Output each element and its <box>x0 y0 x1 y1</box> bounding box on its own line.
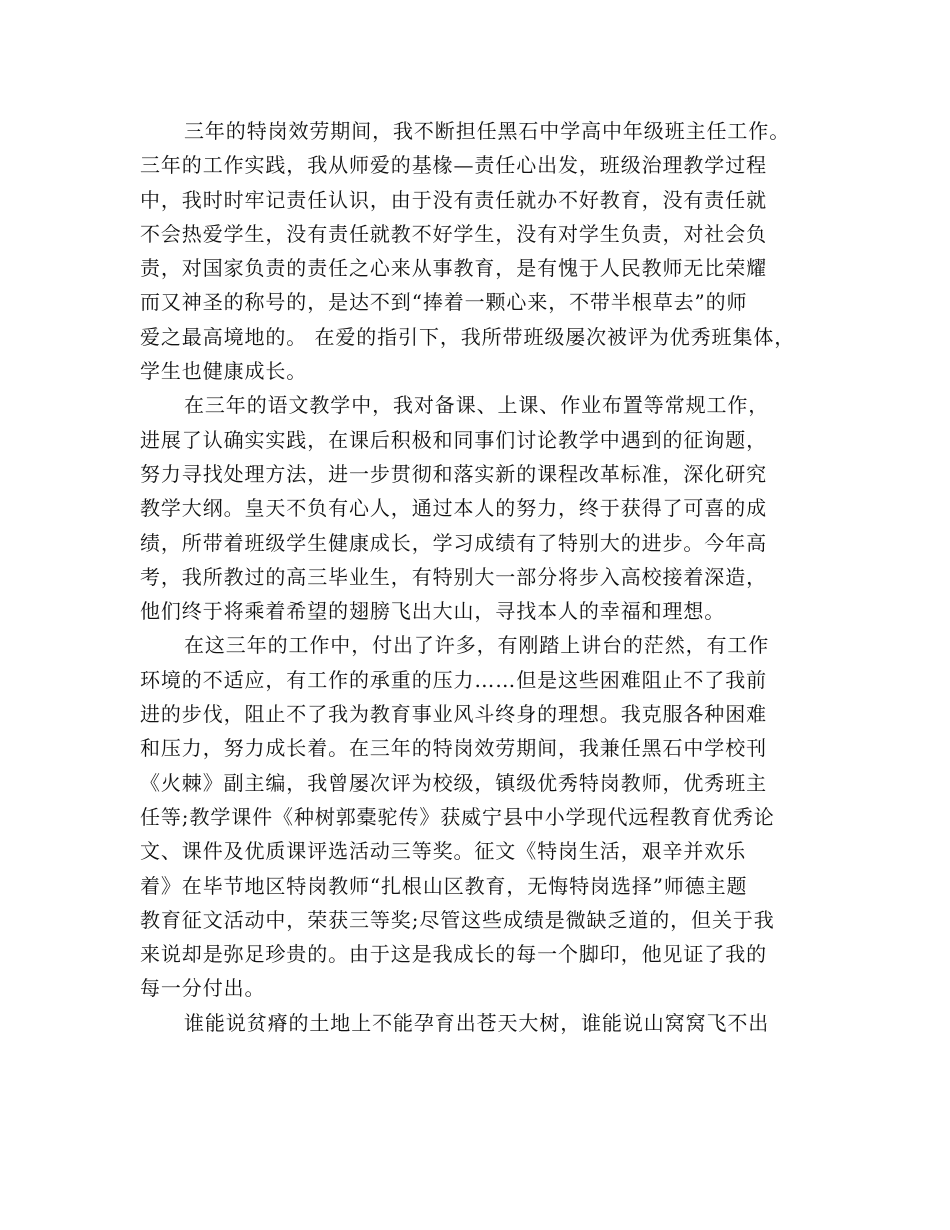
text-line: 每一分付出。 <box>140 976 266 1001</box>
text-line: 在这三年的工作中，付出了许多，有刚踏上讲台的茫然，有工作 <box>184 633 770 658</box>
text-line: 教育征文活动中，荣获三等奖;尽管这些成绩是微缺乏道的，但关于我 <box>140 907 775 932</box>
document-body <box>140 114 840 1040</box>
text-line: 教学大纲。皇天不负有心人，通过本人的努力，终于获得了可喜的成 <box>140 496 767 521</box>
text-line: 他们终于将乘着希望的翅膀飞出大山，寻找本人的幸福和理想。 <box>140 599 726 624</box>
text-line: 不会热爱学生，没有责任就教不好学生，没有对学生负责，对社会负 <box>140 221 767 246</box>
text-line: 谁能说贫瘠的土地上不能孕育出苍天大树，谁能说山窝窝飞不出 <box>184 1010 770 1035</box>
text-line: 在三年的语文教学中，我对备课、上课、作业布置等常规工作， <box>184 393 770 418</box>
text-line: 三年的工作实践，我从师爱的基椽—责任心出发，班级治理教学过程 <box>140 153 767 178</box>
text-line: 绩，所带着班级学生健康成长，学习成绩有了特别大的进步。今年高 <box>140 530 767 555</box>
text-line: 爱之最高境地的。 在爱的指引下，我所带班级屡次被评为优秀班集体， <box>140 324 796 349</box>
text-line: 三年的特岗效劳期间，我不断担任黑石中学高中年级班主任工作。 <box>184 119 791 143</box>
text-line: 中，我时时牢记责任认识，由于没有责任就办不好教育，没有责任就 <box>140 187 767 212</box>
text-line: 责，对国家负责的责任之心来从事教育，是有愧于人民教师无比荣耀 <box>140 256 767 281</box>
text-line: 和压力，努力成长着。在三年的特岗效劳期间，我兼任黑石中学校刊 <box>140 736 767 761</box>
text-line: 努力寻找处理方法，进一步贯彻和落实新的课程改革标准，深化研究 <box>140 461 767 486</box>
text-line: 而又神圣的称号的，是达不到“捧着一颗心来，不带半根草去”的师 <box>140 290 748 315</box>
text-line: 来说却是弥足珍贵的。由于这是我成长的每一个脚印，他见证了我的 <box>140 942 767 967</box>
text-line: 进的步伐，阻止不了我为教育事业风斗终身的理想。我克服各种困难 <box>140 702 767 727</box>
text-line: 考，我所教过的高三毕业生，有特别大一部分将步入高校接着深造， <box>140 564 767 589</box>
text-line: 进展了认确实实践，在课后积极和同事们讨论教学中遇到的征询题， <box>140 427 767 452</box>
text-line: 学生也健康成长。 <box>140 359 308 384</box>
text-line: 任等;教学课件《种树郭橐驼传》获威宁县中小学现代远程教育优秀论 <box>140 804 775 829</box>
text-line: 文、课件及优质课评选活动三等奖。征文《特岗生活，艰辛并欢乐 <box>140 839 747 864</box>
text-line: 环境的不适应，有工作的承重的压力……但是这些困难阻止不了我前 <box>140 667 767 692</box>
text-line: 着》在毕节地区特岗教师“扎根山区教育，无悔特岗选择”师德主题 <box>140 873 748 898</box>
text-line: 《火棘》副主编，我曾屡次评为校级，镇级优秀特岗教师，优秀班主 <box>140 770 767 795</box>
